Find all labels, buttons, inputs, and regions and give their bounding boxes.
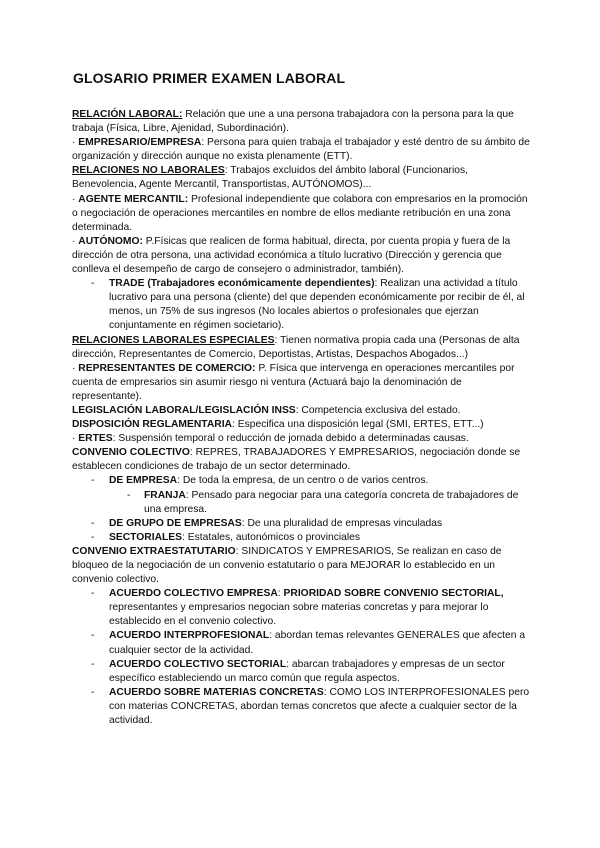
definition-text: :	[277, 588, 284, 600]
definition-text: Profesional independiente que colabora con empresarios en la promoción o negociación de operaciones mercantiles en nombre de ellos mediante retribución en una zona determinada.	[72, 193, 528, 233]
definition-text: P. Física que intervenga en operaciones mercantiles por cuenta de empresarios sin asumir riesgo ni ventura (Actuará bajo la denominación de representante).	[72, 362, 515, 402]
term-label: FRANJA	[144, 489, 186, 501]
glossary-subentry	[72, 587, 534, 629]
glossary-subentry	[72, 474, 534, 488]
glossary-entry	[72, 193, 534, 235]
term-label: REPRESENTANTES DE COMERCIO:	[78, 362, 256, 374]
bullet-dot: ·	[72, 137, 79, 149]
term-label: EMPRESARIO/EMPRESA	[78, 137, 202, 149]
document-title: GLOSARIO PRIMER EXAMEN LABORAL	[73, 70, 346, 86]
term-label: CONVENIO COLECTIVO	[72, 447, 190, 459]
term-label: DISPOSICIÓN REGLAMENTARIA	[72, 419, 232, 431]
definition-text: : De una pluralidad de empresas vinculadas	[241, 517, 443, 529]
glossary-entry	[72, 418, 534, 432]
term-label: ACUERDO SOBRE MATERIAS CONCRETAS	[109, 686, 324, 698]
term-label: AUTÓNOMO:	[78, 235, 143, 247]
definition-text: : Tienen normativa propia cada una (Personas de alta dirección, Representantes de Comercio, Deportistas, Artistas, Despachos Abogados...)	[72, 334, 520, 360]
list-dash: -	[91, 658, 95, 670]
term-label: RELACIONES NO LABORALES	[72, 165, 225, 177]
bullet-dot: ·	[72, 362, 79, 374]
glossary-entry	[72, 432, 534, 446]
list-dash: -	[91, 531, 95, 543]
glossary-subentry	[72, 517, 534, 531]
glossary-subentry	[72, 629, 534, 657]
definition-text: : Competencia exclusiva del estado.	[295, 404, 461, 416]
definition-text: : De toda la empresa, de un centro o de varios centros.	[177, 475, 429, 487]
glossary-entry	[72, 136, 534, 164]
definition-text: Relación que une a una persona trabajadora con la persona para la que trabaja (Física, Libre, Ajenidad, Subordinación).	[72, 109, 514, 135]
glossary-entry	[72, 164, 534, 192]
definition-text: : Especifica una disposición legal (SMI, ERTES, ETT...)	[232, 419, 484, 431]
definition-text: : Estatales, autonómicos o provinciales	[182, 531, 361, 543]
term-label: DE GRUPO DE EMPRESAS	[109, 517, 242, 529]
definition-text: : Trabajos excluidos del ámbito laboral (Funcionarios, Benevolencia, Agente Mercantil, Transportistas, AUTÓNOMOS)...	[72, 165, 468, 191]
term-label: ACUERDO COLECTIVO SECTORIAL	[109, 658, 287, 670]
term-label: ACUERDO INTERPROFESIONAL	[109, 630, 270, 642]
term-label: DE EMPRESA	[109, 475, 178, 487]
term-label: TRADE (Trabajadores económicamente dependientes)	[109, 278, 375, 290]
term-label: SECTORIALES	[109, 531, 183, 543]
term-label: AGENTE MERCANTIL:	[78, 193, 189, 205]
list-dash: -	[91, 278, 95, 290]
glossary-entry	[72, 235, 534, 277]
list-dash: -	[91, 588, 95, 600]
term-label: LEGISLACIÓN LABORAL/LEGISLACIÓN INSS	[72, 404, 296, 416]
glossary-entry	[72, 404, 534, 418]
glossary-body	[72, 108, 534, 728]
definition-text: : Persona para quien trabaja el trabajador y esté dentro de su ámbito de organización y dirección aunque no exista plenamente (ETT).	[72, 137, 530, 163]
term-label: RELACIÓN LABORAL:	[72, 109, 183, 120]
glossary-subentry	[72, 531, 534, 545]
definition-text: : Realizan una actividad a título lucrativo para una persona (cliente) del que dependen económicamente por recibir de él, al menos, un 75% de sus ingresos (No locales abiertos o profesionales que ejerzan conjuntamente en régimen societario).	[109, 278, 525, 332]
definition-text: : REPRES, TRABAJADORES Y EMPRESARIOS, negociación donde se establecen condiciones de trabajo de un sector determinado.	[72, 447, 521, 473]
definition-text: : COMO LOS INTERPROFESIONALES pero con materias CONCRETAS, abordan temas concretos que afecte a cualquier sector de la actividad.	[109, 686, 530, 727]
glossary-subentry	[72, 658, 534, 686]
glossary-entry	[72, 108, 534, 136]
list-dash: -	[127, 489, 131, 501]
glossary-subentry	[72, 277, 534, 333]
list-dash: -	[91, 517, 95, 529]
list-dash: -	[91, 475, 95, 487]
term-label: CONVENIO EXTRAESTATUTARIO	[72, 545, 236, 557]
definition-text: : abordan temas relevantes GENERALES que afecten a cualquier sector de la actividad.	[109, 630, 526, 656]
bullet-dot: ·	[72, 193, 79, 205]
term-label: ERTES	[78, 433, 113, 445]
definition-text: : SINDICATOS Y EMPRESARIOS, Se realizan en caso de bloqueo de la negociación de un convenio estatutario o para MEJORAR lo establecido en un convenio colectivo.	[72, 545, 502, 586]
glossary-entry	[72, 545, 534, 587]
term-label: ACUERDO COLECTIVO EMPRESA	[109, 588, 278, 600]
glossary-entry	[72, 362, 534, 404]
definition-text: : abarcan trabajadores y empresas de un sector específico estableciendo un marco común que regula aspectos.	[109, 658, 505, 684]
definition-text: representantes y empresarios negocian sobre materias concretas y para mejorar lo establecido en el convenio colectivo.	[109, 602, 489, 628]
bullet-dot: ·	[72, 433, 79, 445]
bullet-dot: ·	[72, 235, 79, 247]
list-dash: -	[91, 686, 95, 698]
definition-text: P.Físicas que realicen de forma habitual, directa, por cuenta propia y fuera de la dirección de otra persona, una actividad económica a título lucrativo (Dirección y gerencia que conlleva el desempeño de cargo de consejero o administrador, también).	[72, 235, 511, 276]
list-dash: -	[91, 630, 95, 642]
glossary-entry	[72, 446, 534, 474]
definition-text: : Suspensión temporal o reducción de jornada debido a determinadas causas.	[112, 433, 469, 445]
term-label: RELACIONES LABORALES ESPECIALES	[72, 334, 275, 346]
glossary-subentry	[72, 686, 534, 728]
term-label: PRIORIDAD SOBRE CONVENIO SECTORIAL,	[283, 588, 504, 600]
definition-text: : Pensado para negociar para una categoría concreta de trabajadores de una empresa.	[144, 489, 519, 515]
glossary-subentry	[72, 489, 534, 517]
glossary-entry	[72, 334, 534, 362]
